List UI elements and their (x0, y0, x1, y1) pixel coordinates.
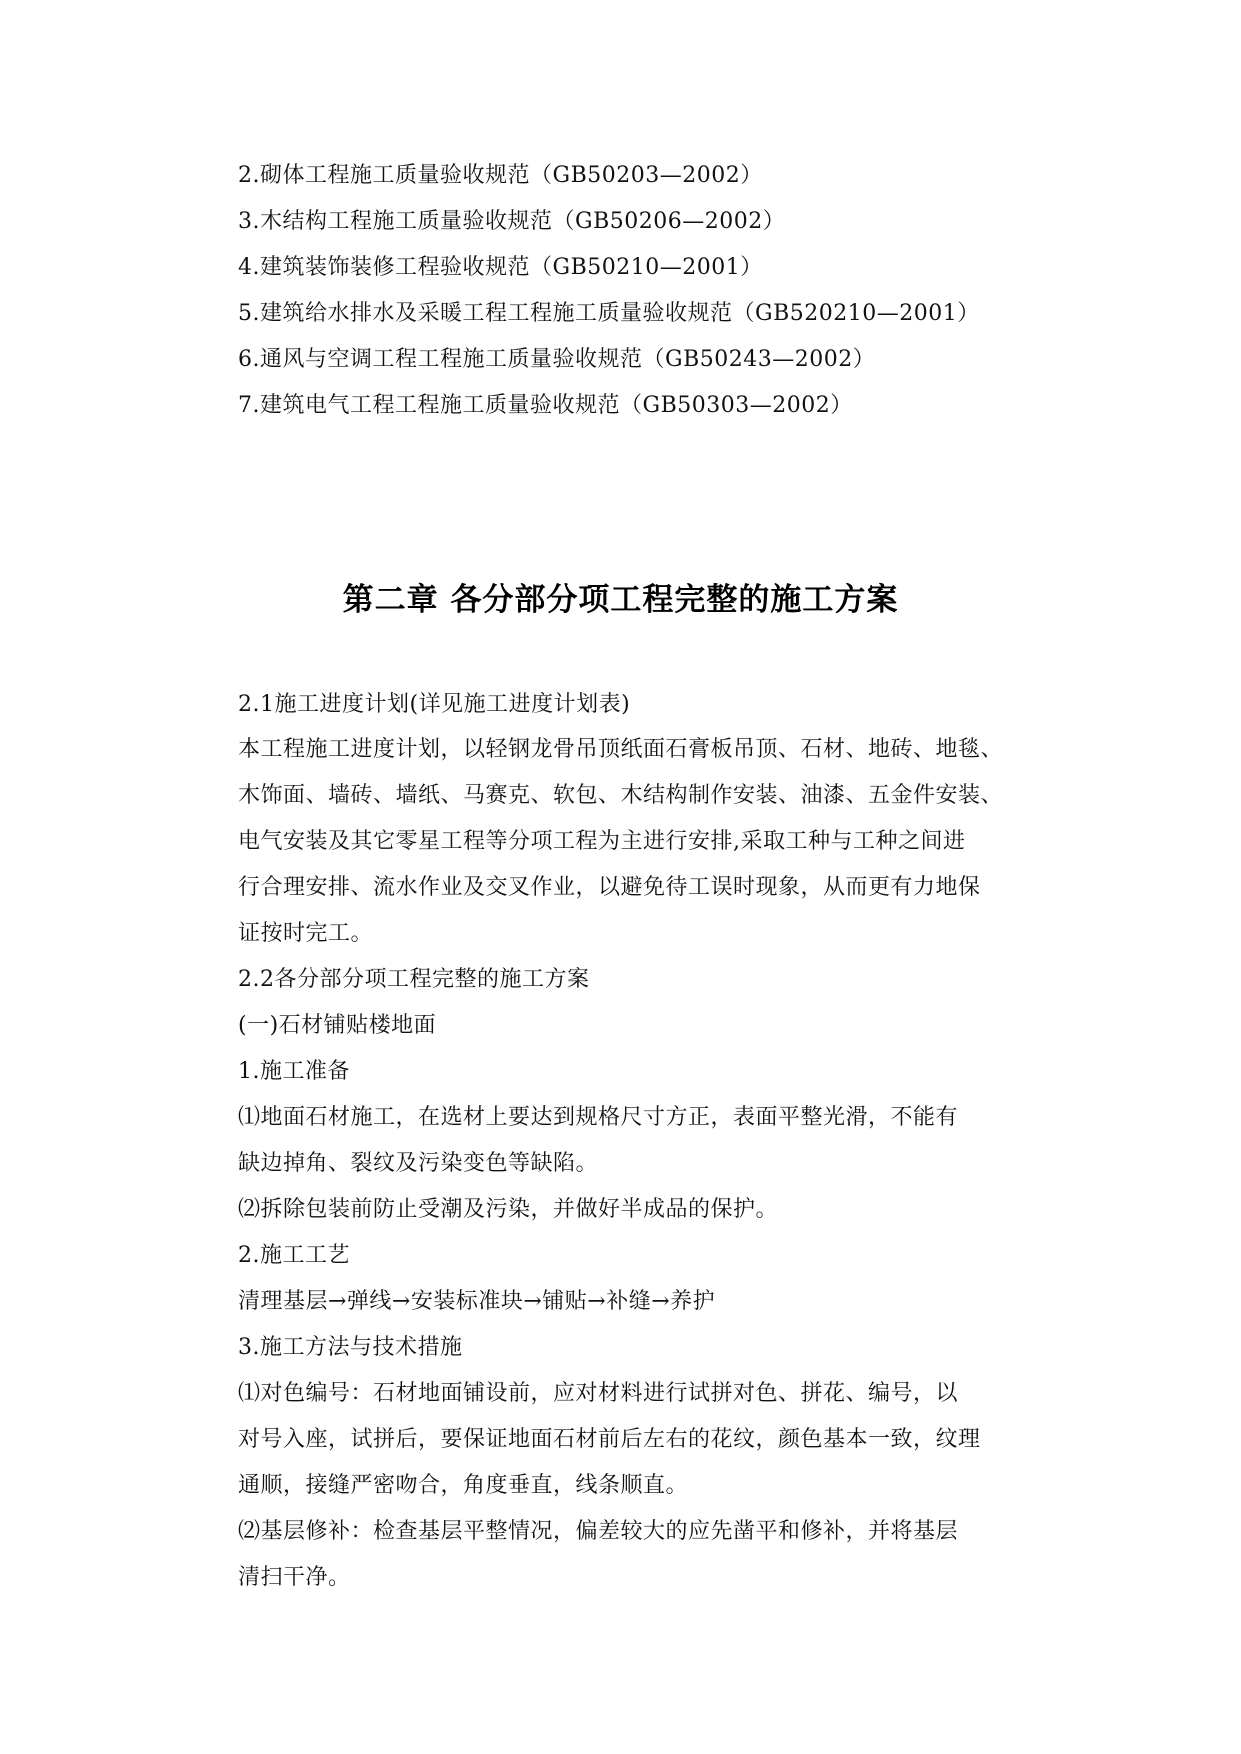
paragraph-line: 对号入座，试拼后，要保证地面石材前后左右的花纹，颜色基本一致，纹理 (238, 1427, 981, 1452)
paragraph-line: 清扫干净。 (238, 1565, 351, 1590)
section-heading: 2.2各分部分项工程完整的施工方案 (238, 967, 590, 992)
paragraph-line: 本工程施工进度计划，以轻钢龙骨吊顶纸面石膏板吊顶、石材、地砖、地毯、 (238, 737, 1004, 762)
subsection-heading: 2.施工工艺 (238, 1243, 350, 1268)
standard-item: 4.建筑装饰装修工程验收规范（GB50210—2001） (238, 255, 763, 280)
section-heading: 2.1施工进度计划(详见施工进度计划表) (238, 692, 631, 717)
subsection-heading: 1.施工准备 (238, 1059, 350, 1084)
standard-item: 5.建筑给水排水及采暖工程工程施工质量验收规范（GB520210—2001） (238, 301, 980, 326)
paragraph-line: ⑴对色编号：石材地面铺设前，应对材料进行试拼对色、拼花、编号，以 (238, 1381, 959, 1406)
process-flow: 清理基层→弹线→安装标准块→铺贴→补缝→养护 (238, 1289, 716, 1314)
paragraph-line: ⑴地面石材施工，在选材上要达到规格尺寸方正，表面平整光滑，不能有 (238, 1105, 959, 1130)
standard-item: 6.通风与空调工程工程施工质量验收规范（GB50243—2002） (238, 347, 876, 372)
standard-item: 3.木结构工程施工质量验收规范（GB50206—2002） (238, 209, 786, 234)
chapter-title: 第二章 各分部分项工程完整的施工方案 (342, 582, 899, 618)
subsection-heading: 3.施工方法与技术措施 (238, 1335, 463, 1360)
paragraph-line: 行合理安排、流水作业及交叉作业，以避免待工误时现象，从而更有力地保 (238, 875, 981, 900)
paragraph-line: ⑵基层修补：检查基层平整情况，偏差较大的应先凿平和修补，并将基层 (238, 1519, 959, 1544)
subsection-heading: (一)石材铺贴楼地面 (238, 1013, 437, 1038)
paragraph-line: 缺边掉角、裂纹及污染变色等缺陷。 (238, 1151, 599, 1176)
paragraph-line: 电气安装及其它零星工程等分项工程为主进行安排,采取工种与工种之间进 (238, 829, 966, 854)
paragraph-line: 木饰面、墙砖、墙纸、马赛克、软包、木结构制作安装、油漆、五金件安装、 (238, 783, 1004, 808)
paragraph-line: 通顺，接缝严密吻合，角度垂直，线条顺直。 (238, 1473, 689, 1498)
paragraph-line: 证按时完工。 (238, 921, 374, 946)
standard-item: 7.建筑电气工程工程施工质量验收规范（GB50303—2002） (238, 393, 853, 418)
paragraph-line: ⑵拆除包装前防止受潮及污染，并做好半成品的保护。 (238, 1197, 779, 1222)
standard-item: 2.砌体工程施工质量验收规范（GB50203—2002） (238, 163, 763, 188)
